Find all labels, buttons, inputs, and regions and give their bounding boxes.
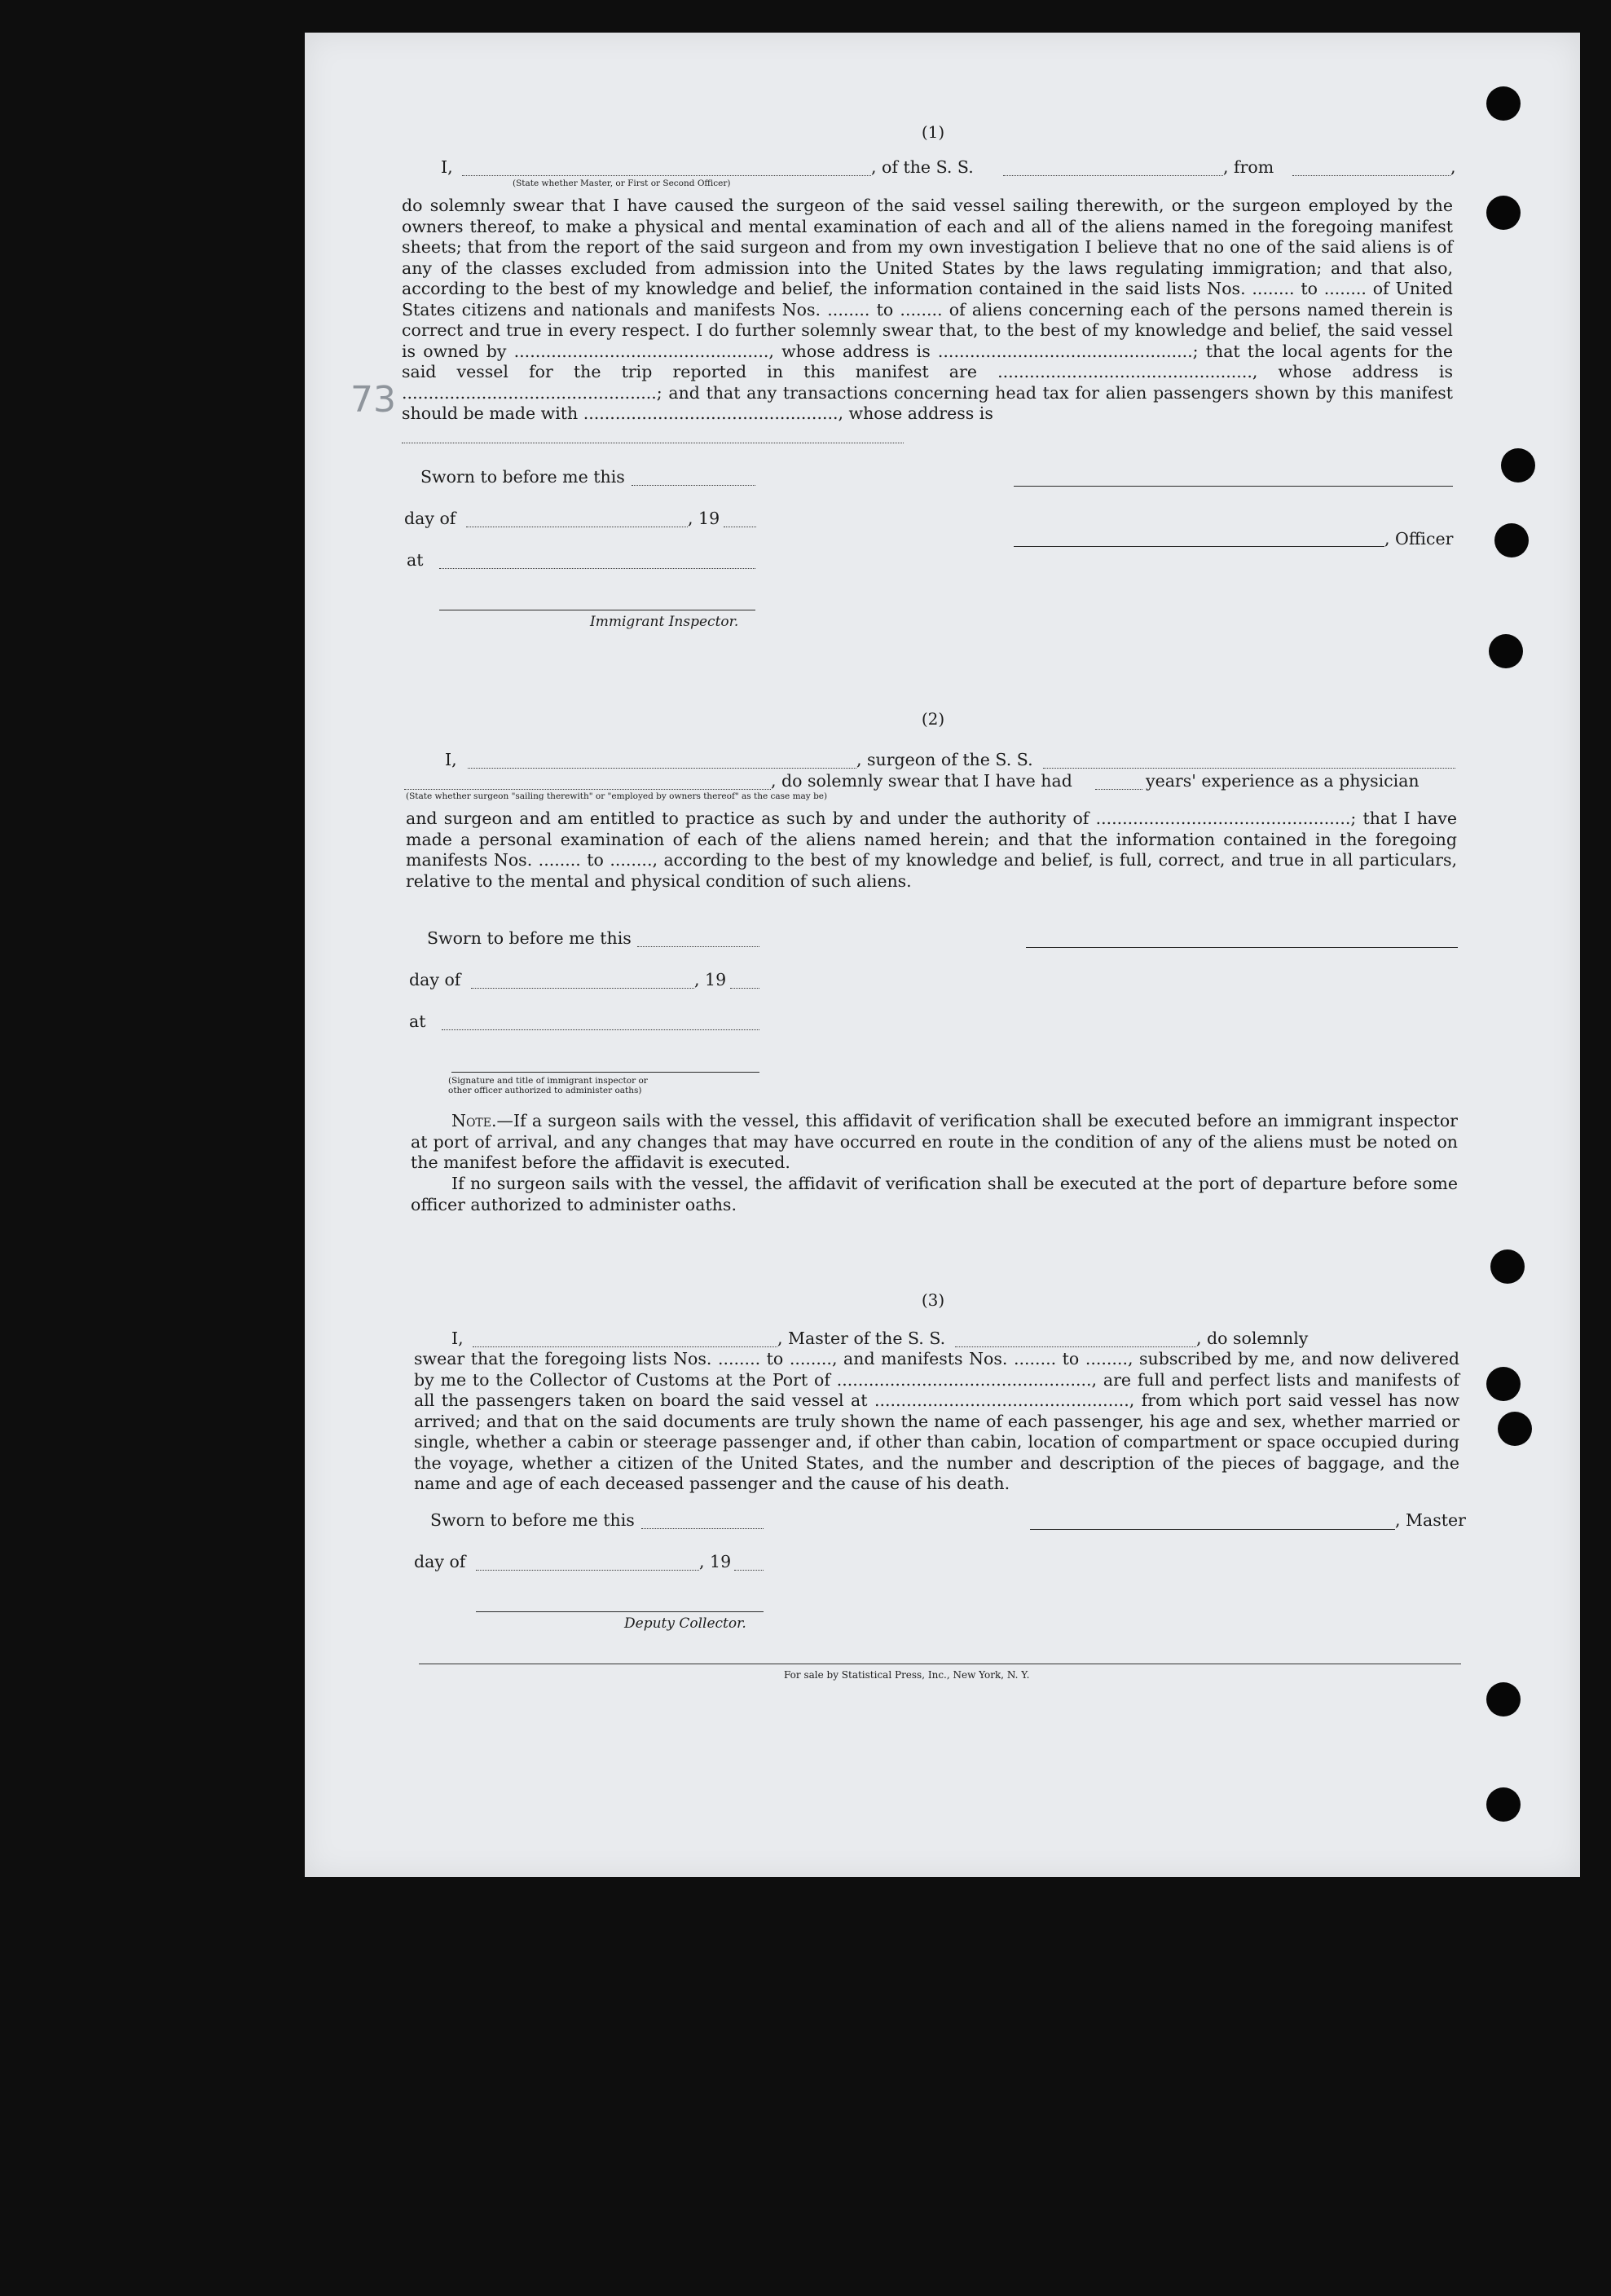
binder-hole [1486,1367,1521,1401]
sec2-note [411,1111,1458,1174]
sec2-officer-signature-line[interactable] [451,1072,759,1073]
sec3-year-field[interactable] [734,1570,764,1571]
master-name-field[interactable] [473,1346,777,1347]
note-label: Note. [451,1111,497,1130]
sec3-day-field[interactable] [476,1570,699,1571]
officer-title-line[interactable] [1014,546,1384,547]
sec2-oath-text: and surgeon and am entitled to practice as such by and under the authority of ................................................; that I have made a personal examination of each of the aliens named herein; and that the information contained in the foregoing manifests Nos. ........ to ........, according to the best of my knowledge and belief, is full, correct, and true in all particulars, relative to the mental and physical condition of such aliens. [406,809,1457,891]
sec2-year-field[interactable] [730,988,759,989]
sec1-at-field[interactable] [439,568,755,569]
note-text-1: —If a surgeon sails with the vessel, this affidavit of verification shall be executed before an immigrant inspector at port of arrival, and any changes that may have occurred en route in the condition of any of the aliens must be noted on the manifest before the affidavit is executed. [411,1111,1458,1172]
officer-name-field[interactable] [462,175,871,176]
sec3-vessel-field[interactable] [955,1346,1196,1347]
binder-hole [1486,86,1521,121]
binder-hole [1501,448,1535,483]
sec1-end-comma: , [1450,157,1456,177]
sec1-of-ss: , of the S. S. [871,157,974,177]
officer-signature-line[interactable] [1014,486,1453,487]
sec1-sworn: Sworn to before me this [420,467,625,487]
sec1-from: , from [1223,157,1274,177]
surgeon-name-field[interactable] [468,768,856,769]
section-1-number: (1) [921,122,945,142]
master-signature-line[interactable] [1030,1529,1395,1530]
binder-hole [1486,1682,1521,1716]
surgeon-signature-line[interactable] [1026,947,1458,948]
sec3-do-solemnly: , do solemnly [1196,1329,1309,1348]
sec2-vessel-field[interactable] [1043,768,1455,769]
sec2-sworn: Sworn to before me this [427,928,632,948]
vessel-name-field[interactable] [1003,175,1223,176]
section-2-number: (2) [921,709,945,729]
immigrant-inspector-label: Immigrant Inspector. [590,614,739,630]
surgeon-status-field[interactable] [404,789,771,790]
sec1-sworn-field[interactable] [632,485,755,486]
sec2-sig-note-1: (Signature and title of immigrant inspector or [448,1076,648,1086]
sec1-i: I, [441,157,453,177]
sec1-officer-note: (State whether Master, or First or Second Officer) [513,178,731,188]
section-3-number: (3) [921,1290,945,1310]
sec3-oath-text: swear that the foregoing lists Nos. ........ to ........, and manifests Nos. ........ to ........, subscribed by me, and now delivered by me to the Collector of Customs at the Port of ................................................, are full and perfect lists and manifests of all the passengers taken on board the said vessel at ................................................, from which port said vessel has now arrived; and that on the said documents are truly shown the name of each passenger, his age and sex, whether married or single, whether a cabin or steerage passenger and, if other than cabin, location of compartment or space occupied during the voyage, whether a citizen of the United States, and the number and description of the pieces of baggage, and the name and age of each deceased passenger and the cause of his death. [414,1349,1459,1493]
binder-hole [1486,196,1521,230]
binder-hole [1489,634,1523,668]
deputy-collector-signature-line[interactable] [476,1611,764,1612]
sec1-oath-text: do solemnly swear that I have caused the surgeon of the said vessel sailing therewith, or the surgeon employed by the owners thereof, to make a physical and mental examination of each and all of the aliens named in the foregoing manifest sheets; that from the report of the said surgeon and from my own investigation I believe that no one of the said aliens is of any of the classes excluded from admission into the United States by the laws regulating immigration; and that also, according to the best of my knowledge and belief, the information contained in the said lists Nos. ........ to ........ of United States citizens and nationals and manifests Nos. ........ to ........ of aliens concerning each of the persons named therein is correct and true in every respect. I do further solemnly swear that, to the best of my knowledge and belief, the said vessel is owned by ................................................, whose address is ................................................; that the local agents for the said vessel for the trip reported in this manifest are ................................................, whose address is ................................................; and that any transactions concerning head tax for alien passengers shown by this manifest should be made with ................................................, whose address is [402,196,1453,423]
sec1-at: at [407,550,424,570]
sec2-year: , 19 [694,970,727,989]
from-port-field[interactable] [1292,175,1450,176]
sec3-sworn: Sworn to before me this [430,1510,635,1530]
sec2-surgeon-note: (State whether surgeon "sailing therewith" or "employed by owners thereof" as the case may be) [406,791,828,801]
sec2-at: at [409,1011,426,1031]
years-experience-field[interactable] [1095,789,1142,790]
sec2-years: years' experience as a physician [1146,771,1420,791]
sec1-dayof: day of [404,509,456,528]
manifest-back-page [305,33,1580,1877]
sec3-master-label: , Master [1395,1510,1466,1530]
deputy-collector-label: Deputy Collector. [624,1615,746,1632]
margin-stamp-number: 73 [350,379,396,421]
sec2-at-field[interactable] [442,1029,759,1030]
sec2-surgeon-of-ss: , surgeon of the S. S. [856,750,1033,769]
sec2-day-field[interactable] [471,988,694,989]
binder-hole [1494,523,1529,557]
sec3-master-of-ss: , Master of the S. S. [777,1329,946,1348]
sec3-year: , 19 [699,1552,732,1571]
sec2-swear: , do solemnly swear that I have had [771,771,1072,791]
sec2-note-2: If no surgeon sails with the vessel, the affidavit of verification shall be executed at the port of departure before some officer authorized to administer oaths. [411,1174,1458,1214]
sec2-sworn-field[interactable] [637,946,759,947]
sec3-dayof: day of [414,1552,466,1571]
binder-hole [1498,1412,1532,1446]
binder-hole [1486,1787,1521,1822]
printer-credit: For sale by Statistical Press, Inc., New York, N. Y. [784,1669,1030,1681]
sec1-year: , 19 [688,509,720,528]
binder-hole [1490,1249,1525,1284]
sec3-i: I, [451,1329,464,1348]
sec3-sworn-field[interactable] [641,1528,764,1529]
sec1-officer-label: , Officer [1384,529,1454,549]
sec2-dayof: day of [409,970,461,989]
sec2-sig-note-2: other officer authorized to administer oaths) [448,1086,642,1095]
sec2-i: I, [445,750,457,769]
